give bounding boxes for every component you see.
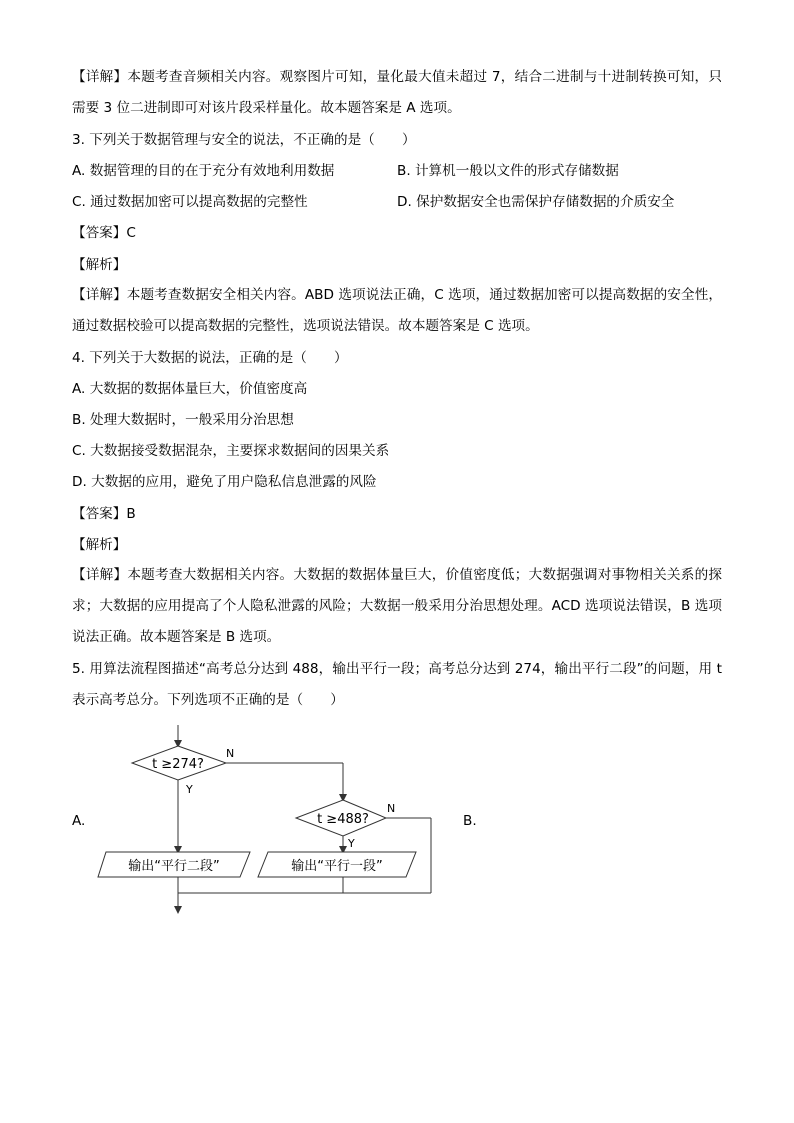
cond-274-text: t ≥274? — [152, 757, 204, 772]
question-4-stem: 4. 下列关于大数据的说法，正确的是（ ） — [72, 350, 348, 366]
q4-option-a: A. 大数据的数据体量巨大，价值密度高 — [72, 381, 308, 397]
question-5-stem: 5. 用算法流程图描述“高考总分达到 488，输出平行一段；高考总分达到 274，输出平行二段”的问题，用 t 表示高考总分。下列选项不正确的是（ ） — [72, 661, 722, 708]
q3-detail: 【详解】本题考查数据安全相关内容。ABD 选项说法正确，C 选项，通过数据加密可以提高数据的安全性，通过数据校验可以提高数据的完整性，选项说法错误。故本题答案是 C 选项。 — [72, 287, 722, 334]
output-2-text: 输出“平行二段” — [128, 859, 220, 874]
flowchart-svg — [60, 720, 480, 920]
question-3-stem: 3. 下列关于数据管理与安全的说法，不正确的是（ ） — [72, 132, 416, 148]
q4-answer: 【答案】B — [72, 506, 136, 522]
q4-analysis-label: 【解析】 — [72, 537, 127, 553]
no-label-274: N — [226, 747, 235, 760]
q4-option-d: D. 大数据的应用，避免了用户隐私信息泄露的风险 — [72, 474, 377, 490]
q4-detail: 【详解】本题考查大数据相关内容。大数据的数据体量巨大，价值密度低；大数据强调对事物相关关系的探求；大数据的应用提高了个人隐私泄露的风险；大数据一般采用分治思想处理。ACD 选项说法错误，B 选项说法正确。故本题答案是 B 选项。 — [72, 567, 722, 645]
q3-option-a: A. 数据管理的目的在于充分有效地利用数据 — [72, 163, 335, 179]
q3-analysis-label: 【解析】 — [72, 257, 127, 273]
q4-option-b: B. 处理大数据时，一般采用分治思想 — [72, 412, 294, 428]
q4-option-c: C. 大数据接受数据混杂，主要探求数据间的因果关系 — [72, 443, 390, 459]
detail-paragraph-q2: 【详解】本题考查音频相关内容。观察图片可知，量化最大值未超过 7，结合二进制与十进制转换可知，只需要 3 位二进制即可对该片段采样量化。故本题答案是 A 选项。 — [72, 69, 722, 116]
q5-option-b-label: B. — [463, 813, 477, 829]
q3-answer: 【答案】C — [72, 225, 136, 241]
q3-option-b: B. 计算机一般以文件的形式存储数据 — [397, 163, 619, 179]
flowchart-option-a — [60, 720, 480, 920]
yes-label-488: Y — [348, 837, 355, 850]
q3-option-d: D. 保护数据安全也需保护存储数据的介质安全 — [397, 194, 675, 210]
yes-label-274: Y — [186, 783, 193, 796]
cond-488-text: t ≥488? — [317, 812, 369, 827]
q5-option-a-label: A. — [72, 813, 86, 829]
output-1-text: 输出“平行一段” — [291, 859, 383, 874]
q3-option-c: C. 通过数据加密可以提高数据的完整性 — [72, 194, 308, 210]
no-label-488: N — [387, 802, 396, 815]
